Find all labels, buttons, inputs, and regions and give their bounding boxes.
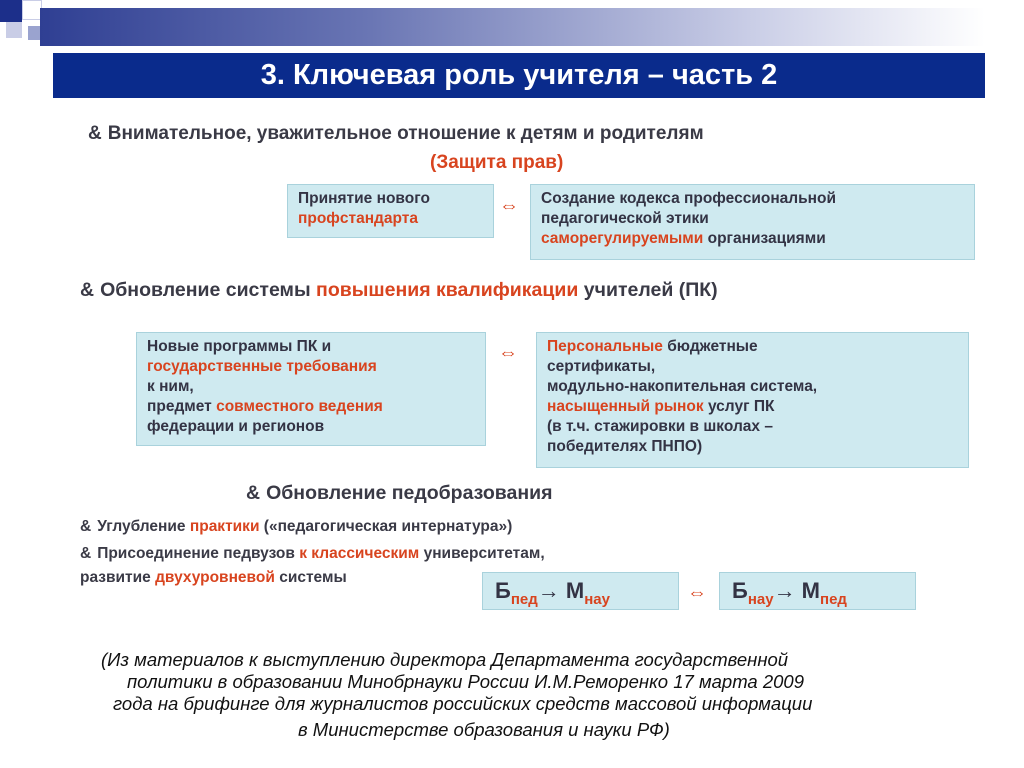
section2-heading: & Обновление системы повышения квалификации учителей (ПК) bbox=[80, 279, 718, 301]
section1-heading: & Внимательное, уважительное отношение к детям и родителям bbox=[88, 123, 704, 144]
bullet-icon: & bbox=[80, 518, 92, 535]
double-arrow-icon: ⇔ bbox=[499, 195, 519, 217]
formula-left-box: $Б_{пед}\to М_{нау}$ bbox=[482, 572, 679, 610]
section3-item-practice: & Углубление практики («педагогическая интернатура») bbox=[80, 518, 513, 535]
caption-line-1: (Из материалов к выступлению директора Департамента государственной bbox=[101, 649, 789, 670]
section3-item-two-level: развитие двухуровневой системы bbox=[80, 569, 347, 586]
section1-subheading: (Защита прав) bbox=[430, 152, 564, 173]
double-arrow-icon: ⇔ bbox=[498, 342, 518, 364]
section3-heading: & Обновление педобразования bbox=[246, 482, 553, 504]
section1-left-box: Принятие нового профстандарта bbox=[287, 184, 494, 238]
caption-line-2: политики в образовании Минобрнауки России И.М.Реморенко 17 марта 2009 bbox=[127, 671, 804, 692]
section2-left-box: Новые программы ПК и государственные требования к ним, предмет совместного ведения федерации и регионов bbox=[136, 332, 486, 446]
section1-right-box: Создание кодекса профессиональной педагогической этики саморегулируемыми организациями bbox=[530, 184, 975, 260]
section2-right-box: Персональные бюджетные сертификаты, модульно-накопительная система, насыщенный рынок услуг ПК (в т.ч. стажировки в школах – победителях ПНПО) bbox=[536, 332, 969, 468]
bullet-icon: & bbox=[246, 482, 261, 504]
header-gradient-bar bbox=[40, 8, 985, 46]
section3-item-universities: & Присоединение педвузов к классическим университетам, bbox=[80, 545, 545, 562]
bullet-icon: & bbox=[88, 123, 102, 144]
slide-title: 3. Ключевая роль учителя – часть 2 bbox=[53, 53, 985, 98]
formula-right-box: $Б_{нау}\to М_{пед}$ bbox=[719, 572, 916, 610]
caption-line-4: в Министерстве образования и науки РФ) bbox=[298, 719, 670, 740]
caption-line-3: года на брифинге для журналистов российских средств массовой информации bbox=[113, 693, 813, 714]
bullet-icon: & bbox=[80, 279, 95, 301]
double-arrow-icon: ⇔ bbox=[687, 582, 707, 604]
bullet-icon: & bbox=[80, 545, 92, 562]
